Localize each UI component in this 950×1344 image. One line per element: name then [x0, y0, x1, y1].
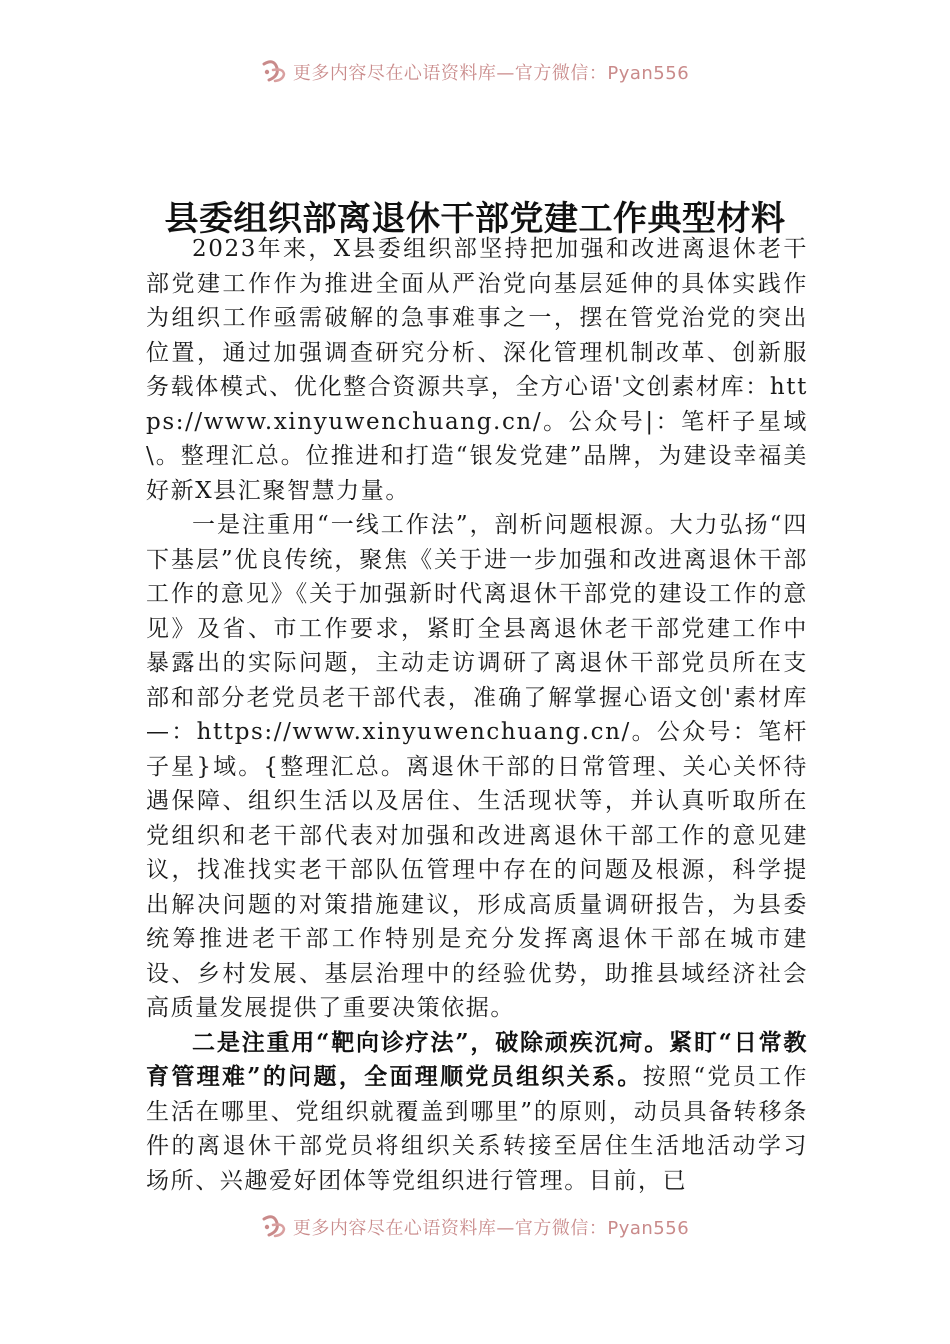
watermark-text: 更多内容尽在心语资料库—官方微信：Pyan556 [292, 63, 690, 84]
paragraph-bold-lead: 二是注重用“靶向诊疗法”，破除顽疾沉疴。紧盯“日常教育管理难”的问题，全面理顺党员组织关系。 [146, 1028, 808, 1090]
watermark-logo-icon [261, 1215, 287, 1239]
footer-watermark [0, 1210, 950, 1244]
document-title: 县委组织部离退休干部党建工作典型材料 [164, 198, 786, 239]
document-body [146, 232, 808, 1198]
watermark-text: 更多内容尽在心语资料库—官方微信：Pyan556 [292, 1218, 690, 1239]
paragraph-point-one [146, 508, 808, 1026]
paragraph-intro [146, 232, 808, 508]
watermark-logo-icon [261, 60, 287, 84]
paragraph-text: 按照“党员工作生活在哪里、党组织就覆盖到哪里”的原则，动员具备转移条件的离退休干部党员将组织关系转接至居住生活地活动学习场所、兴趣爱好团体等党组织进行管理。目前，已 [146, 1064, 808, 1194]
paragraph-text: 一是注重用“一线工作法”，剖析问题根源。大力弘扬“四下基层”优良传统，聚焦《关于进一步加强和改进离退休干部工作的意见》《关于加强新时代离退休干部党的建设工作的意见》及省、市工作要求，紧盯全县离退休老干部党建工作中暴露出的实际问题，主动走访调研了离退休干部党员所在支部和部分老党员老干部代表，准确了解掌握心语文创'素材库—：https://www.xinyuwenchuang.cn/。公众号：笔杆子星}域。{整理汇总。离退休干部的日常管理、关心关怀待遇保障、组织生活以及居住、生活现状等，并认真听取所在党组织和老干部代表对加强和改进离退休干部工作的意见建议，找准找实老干部队伍管理中存在的问题及根源，科学提出解决问题的对策措施建议，形成高质量调研报告，为县委统筹推进老干部工作特别是充分发挥离退休干部在城市建设、乡村发展、基层治理中的经验优势，助推县域经济社会高质量发展提供了重要决策依据。 [146, 512, 808, 1021]
paragraph-point-two [146, 1026, 808, 1199]
paragraph-text: 2023年来，X县委组织部坚持把加强和改进离退休老干部党建工作作为推进全面从严治党向基层延伸的具体实践作为组织工作亟需破解的急事难事之一，摆在管党治党的突出位置，通过加强调查研究分析、深化管理机制改革、创新服务载体模式、优化整合资源共享，全方心语'文创素材库：https://www.xinyuwenchuang.cn/。公众号|：笔杆子星域\。整理汇总。位推进和打造“银发党建”品牌，为建设幸福美好新X县汇聚智慧力量。 [146, 236, 808, 504]
header-watermark [0, 55, 950, 89]
